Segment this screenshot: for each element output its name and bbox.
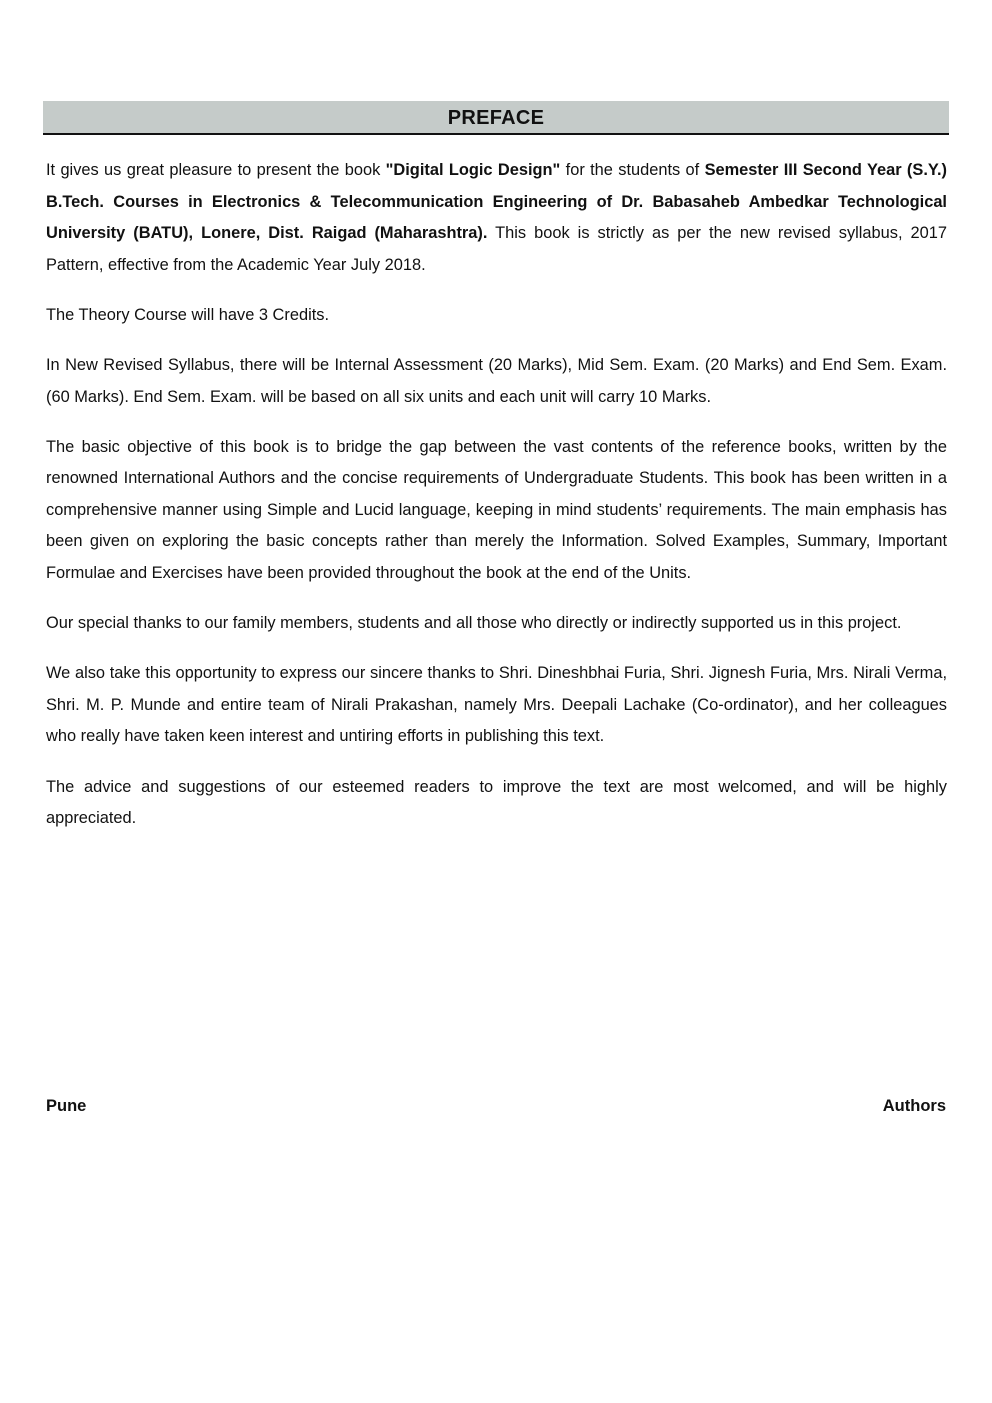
paragraph-advice: The advice and suggestions of our esteemed readers to improve the text are most welcomed, and will be highly appreciated. [46, 777, 947, 828]
paragraph-objective: The basic objective of this book is to bridge the gap between the vast contents of the reference books, written by the renowned International Authors and the concise requirements of Undergraduate Students. This book has been written in a comprehensive manner using Simple and Lucid language, keeping in mind students’ requirements. The main emphasis has been given on exploring the basic concepts rather than merely the Information. Solved Examples, Summary, Important Formulae and Exercises have been provided throughout the book at the end of the Units. [46, 437, 947, 583]
page-title: PREFACE [447, 107, 545, 129]
footer [46, 1097, 946, 1116]
paragraph-assessment: In New Revised Syllabus, there will be Internal Assessment (20 Marks), Mid Sem. Exam. (20 Marks) and End Sem. Exam. (60 Marks). End Sem. Exam. will be based on all six units and each unit will carry 10 Marks. [46, 355, 947, 406]
preface-header [43, 101, 949, 135]
text: for the students of [560, 161, 705, 179]
paragraph-intro [46, 155, 947, 281]
course-details: Semester III Second Year (S.Y.) B.Tech. Courses in Electronics & Telecommunication Engineering of Dr. Babasaheb Ambedkar Technological University (BATU), Lonere, Dist. Raigad (Maharashtra). [46, 161, 947, 243]
text: It gives us great pleasure to present the book [46, 161, 386, 179]
paragraph-thanks-publisher: We also take this opportunity to express our sincere thanks to Shri. Dineshbhai Furia, Shri. Jignesh Furia, Mrs. Nirali Verma, Shri. M. P. Munde and entire team of Nirali Prakashan, namely Mrs. Deepali Lachake (Co-ordinator), and her colleagues who really have taken keen interest and untiring efforts in publishing this text. [46, 664, 947, 746]
footer-place: Pune [46, 1097, 87, 1115]
footer-signature: Authors [882, 1097, 946, 1115]
preface-body [46, 155, 947, 853]
text: This book is strictly as per the new revised syllabus, 2017 Pattern, effective from the Academic Year July 2018. [46, 224, 948, 274]
paragraph-credits: The Theory Course will have 3 Credits. [46, 305, 330, 324]
paragraph-thanks-family: Our special thanks to our family members, students and all those who directly or indirectly supported us in this project. [46, 614, 902, 633]
book-title: "Digital Logic Design" [385, 161, 561, 179]
